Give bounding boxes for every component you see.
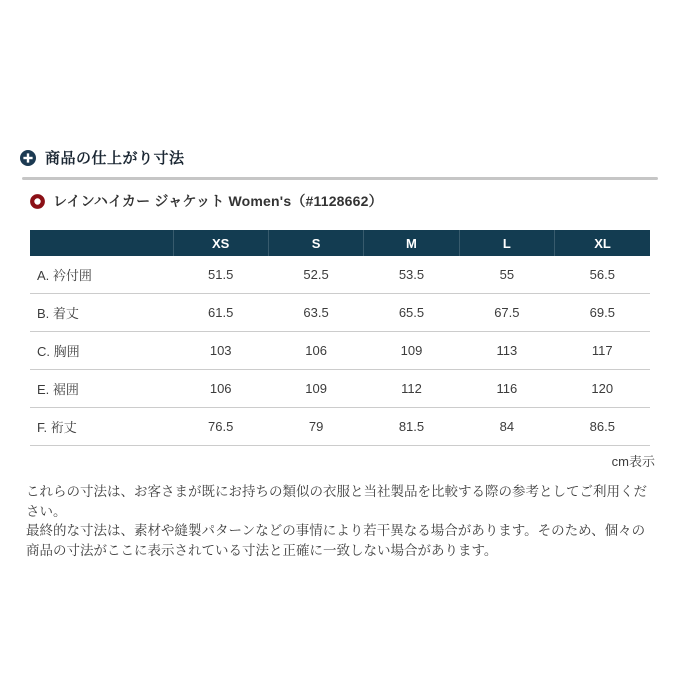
- measure-value: 56.5: [555, 256, 650, 294]
- section-heading: [20, 147, 185, 168]
- measure-value: 61.5: [173, 294, 268, 332]
- measure-value: 112: [364, 370, 459, 408]
- size-header-xl: XL: [555, 230, 650, 256]
- measure-value: 52.5: [268, 256, 363, 294]
- measure-value: 106: [173, 370, 268, 408]
- size-chart-table: [30, 230, 650, 446]
- measure-label: F. 裄丈: [30, 408, 173, 446]
- size-header-s: S: [268, 230, 363, 256]
- measure-value: 113: [459, 332, 554, 370]
- table-row: [30, 332, 650, 370]
- measure-value: 79: [268, 408, 363, 446]
- measure-value: 109: [268, 370, 363, 408]
- measure-value: 53.5: [364, 256, 459, 294]
- table-row: [30, 294, 650, 332]
- measure-value: 51.5: [173, 256, 268, 294]
- measure-value: 55: [459, 256, 554, 294]
- size-header-l: L: [459, 230, 554, 256]
- measure-value: 116: [459, 370, 554, 408]
- measure-value: 76.5: [173, 408, 268, 446]
- measure-value: 117: [555, 332, 650, 370]
- measure-value: 103: [173, 332, 268, 370]
- measure-value: 63.5: [268, 294, 363, 332]
- disclaimer-text: [26, 482, 655, 560]
- measure-label: C. 胸囲: [30, 332, 173, 370]
- measure-value: 65.5: [364, 294, 459, 332]
- disclaimer-sentence-1: これらの寸法は、お客さまが既にお持ちの類似の衣服と当社製品を比較する際の参考としてご利用ください。: [26, 484, 647, 519]
- measure-value: 106: [268, 332, 363, 370]
- measure-value: 81.5: [364, 408, 459, 446]
- product-title: レインハイカー ジャケット Women's（#1128662）: [53, 193, 383, 209]
- table-row: [30, 370, 650, 408]
- table-row: [30, 256, 650, 294]
- size-header-corner-cell: [30, 230, 173, 256]
- measure-value: 109: [364, 332, 459, 370]
- measure-value: 69.5: [555, 294, 650, 332]
- measure-value: 67.5: [459, 294, 554, 332]
- disclaimer-sentence-2: 最終的な寸法は、素材や縫製パターンなどの事情により若干異なる場合があります。そのため、個々の商品の寸法がここに表示されている寸法と正確に一致しない場合があります。: [26, 523, 646, 558]
- measure-value: 84: [459, 408, 554, 446]
- table-row: [30, 408, 650, 446]
- size-header-m: M: [364, 230, 459, 256]
- plus-circle-icon: [20, 150, 36, 166]
- unit-note: cm表示: [611, 454, 655, 469]
- measure-label: B. 着丈: [30, 294, 173, 332]
- section-title: 商品の仕上がり寸法: [45, 150, 185, 167]
- ring-icon: [30, 194, 45, 209]
- measure-label: A. 衿付囲: [30, 256, 173, 294]
- measure-value: 86.5: [555, 408, 650, 446]
- measure-value: 120: [555, 370, 650, 408]
- size-header-xs: XS: [173, 230, 268, 256]
- size-header-row: [30, 230, 650, 256]
- measure-label: E. 裾囲: [30, 370, 173, 408]
- section-divider: [22, 177, 658, 180]
- product-heading: [30, 191, 383, 211]
